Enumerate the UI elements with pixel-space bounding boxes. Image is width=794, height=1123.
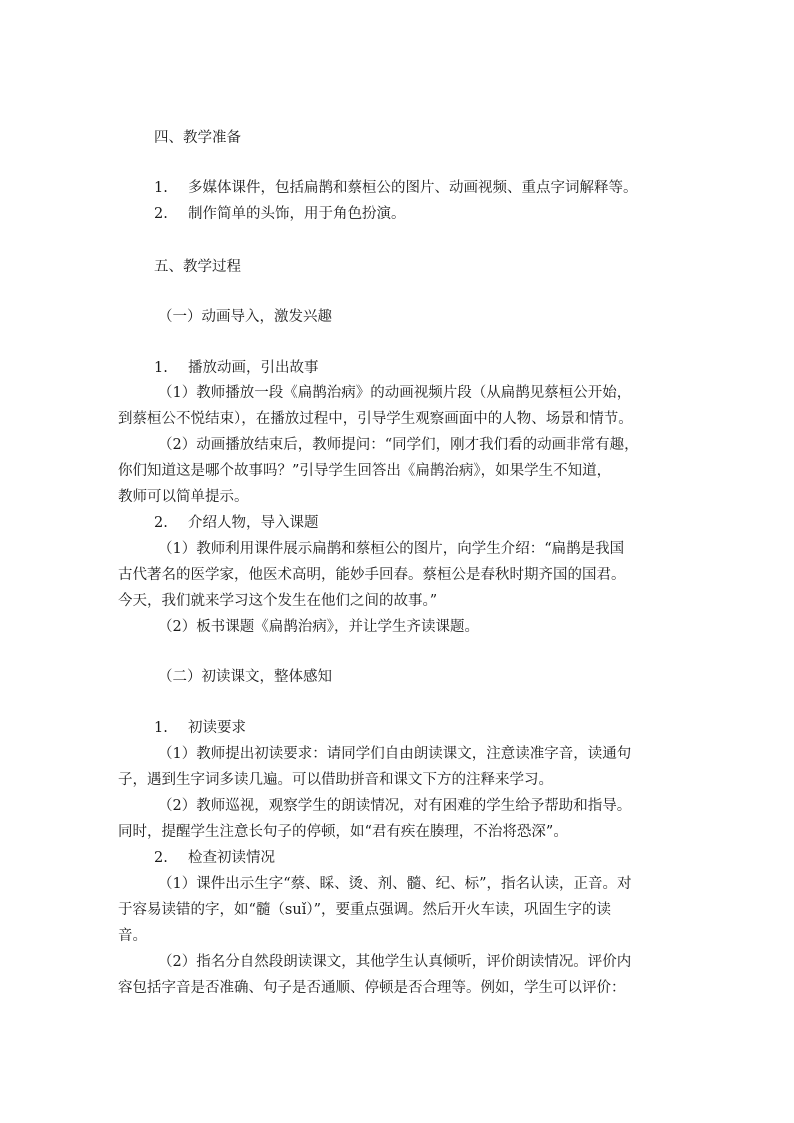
list-item [154,513,319,533]
list-number: 2. [154,850,168,866]
list-item [154,204,406,224]
list-number: 1. [154,180,168,196]
list-text: 初读要求 [188,720,246,736]
list-number: 1. [154,720,168,736]
section-heading: 五、教学过程 [154,259,241,275]
list-text: 介绍人物，导入课题 [188,515,319,531]
list-number: 1. [154,360,168,376]
paragraph-line: （1）教师提出初读要求：请同学们自由朗读课文，注意读准字音，读通句 [158,746,632,762]
list-text: 检查初读情况 [188,850,275,866]
list-item [154,178,638,198]
paragraph-line: 你们知道这是哪个故事吗？”引导学生回答出《扁鹊治病》，如果学生不知道， [118,463,612,479]
paragraph-line: （2）动画播放结束后，教师提问：“同学们，刚才我们看的动画非常有趣， [158,437,639,453]
list-number: 2. [154,515,168,531]
paragraph-line: 音。 [118,928,147,944]
subsection-heading: （二）初读课文，整体感知 [158,669,332,685]
list-text: 多媒体课件，包括扁鹊和蔡桓公的图片、动画视频、重点字词解释等。 [188,180,638,196]
paragraph-line: （2）教师巡视，观察学生的朗读情况，对有困难的学生给予帮助和指导。 [158,798,632,814]
subsection-heading: （一）动画导入，激发兴趣 [158,309,332,325]
paragraph-line: （2）板书课题《扁鹊治病》，并让学生齐读课题。 [158,619,479,635]
paragraph-line: （1）教师播放一段《扁鹊治病》的动画视频片段（从扁鹊见蔡桓公开始， [158,385,632,401]
paragraph-line: 于容易读错的字，如“髓（suǐ）”，要重点强调。然后开火车读，巩固生字的读 [118,902,611,918]
section-heading: 四、教学准备 [154,130,241,146]
paragraph-line: 容包括字音是否准确、句子是否通顺、停顿是否合理等。例如，学生可以评价： [118,980,626,996]
paragraph-line: 古代著名的医学家，他医术高明，能妙手回春。蔡桓公是春秋时期齐国的国君。 [118,567,626,583]
paragraph-line: 同时，提醒学生注意长句子的停顿，如“君有疾在腠理，不治将恐深”。 [118,824,568,840]
list-item [154,848,275,868]
list-text: 制作简单的头饰，用于角色扮演。 [188,206,406,222]
paragraph-line: （1）课件出示生字“蔡、睬、烫、剂、髓、纪、标”，指名认读，正音。对 [158,876,632,892]
paragraph-line: （2）指名分自然段朗读课文，其他学生认真倾听，评价朗读情况。评价内 [158,954,632,970]
paragraph-line: （1）教师利用课件展示扁鹊和蔡桓公的图片，向学生介绍：“扁鹊是我国 [158,541,625,557]
paragraph-line: 教师可以简单提示。 [118,489,249,505]
list-text: 播放动画，引出故事 [188,360,319,376]
list-number: 2. [154,206,168,222]
paragraph-line: 子，遇到生字词多读几遍。可以借助拼音和课文下方的注释来学习。 [118,772,553,788]
list-item [154,718,246,738]
paragraph-line: 今天，我们就来学习这个发生在他们之间的故事。” [118,593,438,609]
list-item [154,358,319,378]
paragraph-line: 到蔡桓公不悦结束），在播放过程中，引导学生观察画面中的人物、场景和情节。 [118,411,633,427]
